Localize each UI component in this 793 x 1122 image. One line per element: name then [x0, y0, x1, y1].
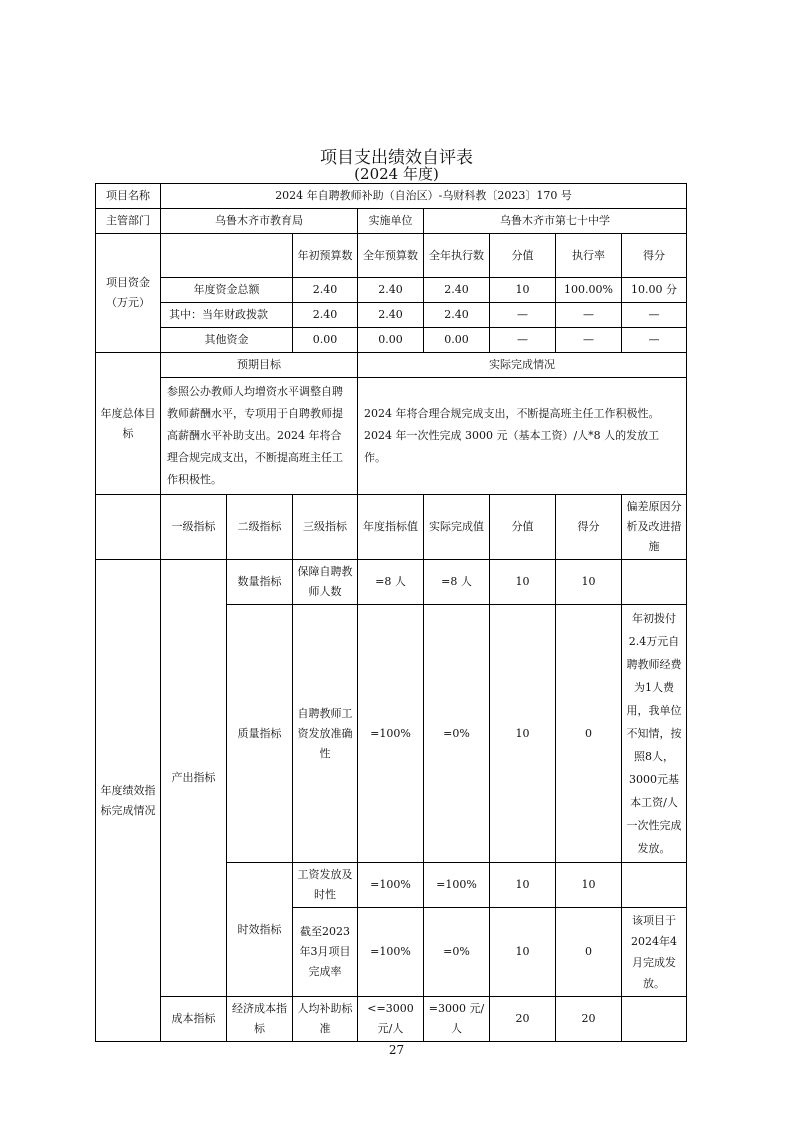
impl-value: 乌鲁木齐市第七十中学: [424, 209, 687, 234]
funds-row-label: 其他资金: [161, 328, 293, 353]
level3-indicator: 自聘教师工资发放准确性: [293, 605, 358, 863]
funds-header: 分值: [490, 234, 556, 278]
deviation-note: [622, 863, 687, 908]
funds-label: 项目资金（万元）: [96, 234, 161, 353]
indicator-header: 得分: [556, 495, 622, 560]
timeliness-indicator-label: 时效指标: [227, 863, 293, 997]
indicator-section-label: 年度绩效指标完成情况: [96, 560, 161, 1042]
level3-indicator: 保障自聘教师人数: [293, 560, 358, 605]
page-subtitle: (2024 年度): [354, 165, 439, 183]
target-value: =100%: [358, 605, 424, 863]
funds-row-label: 其中：当年财政拨款: [161, 303, 293, 328]
funds-cell: 0.00: [358, 328, 424, 353]
impl-label: 实施单位: [358, 209, 424, 234]
level3-indicator: 工资发放及时性: [293, 863, 358, 908]
funds-header: 全年执行数: [424, 234, 490, 278]
expected-goal-header: 预期目标: [161, 353, 358, 378]
funds-cell: 2.40: [358, 278, 424, 303]
page-title: 项目支出绩效自评表: [320, 148, 473, 168]
funds-cell: 10.00 分: [622, 278, 687, 303]
cost-indicator-label: 成本指标: [161, 997, 227, 1042]
actual-value: =0%: [424, 908, 490, 997]
target-value: <=3000 元/人: [358, 997, 424, 1042]
score-value: 10: [490, 863, 556, 908]
level3-indicator: 人均补助标准: [293, 997, 358, 1042]
funds-header: 全年预算数: [358, 234, 424, 278]
indicator-header: 实际完成值: [424, 495, 490, 560]
funds-cell: 0.00: [424, 328, 490, 353]
deviation-note: [622, 997, 687, 1042]
indicator-header: 年度指标值: [358, 495, 424, 560]
funds-cell: 100.00%: [556, 278, 622, 303]
funds-cell: 2.40: [358, 303, 424, 328]
project-name-label: 项目名称: [96, 184, 161, 209]
output-indicator-label: 产出指标: [161, 560, 227, 997]
funds-corner: [161, 234, 293, 278]
target-value: =100%: [358, 863, 424, 908]
score-value: 10: [490, 560, 556, 605]
funds-cell: —: [622, 328, 687, 353]
score: 20: [556, 997, 622, 1042]
score-value: 10: [490, 605, 556, 863]
score: 10: [556, 560, 622, 605]
score-value: 20: [490, 997, 556, 1042]
score-value: 10: [490, 908, 556, 997]
actual-value: =0%: [424, 605, 490, 863]
deviation-note: [622, 560, 687, 605]
target-value: =8 人: [358, 560, 424, 605]
project-name-value: 2024 年自聘教师补助（自治区）-乌财科教〔2023〕170 号: [161, 184, 687, 209]
funds-cell: 0.00: [293, 328, 358, 353]
funds-cell: —: [490, 303, 556, 328]
funds-cell: —: [556, 303, 622, 328]
funds-cell: —: [622, 303, 687, 328]
actual-completion-header: 实际完成情况: [358, 353, 687, 378]
funds-cell: 10: [490, 278, 556, 303]
indicator-header: 偏差原因分析及改进措施: [622, 495, 687, 560]
funds-row-label: 年度资金总额: [161, 278, 293, 303]
level2-indicator: 经济成本指标: [227, 997, 293, 1042]
funds-cell: 2.40: [293, 278, 358, 303]
dept-label: 主管部门: [96, 209, 161, 234]
funds-cell: —: [490, 328, 556, 353]
funds-cell: 2.40: [424, 278, 490, 303]
funds-header: 执行率: [556, 234, 622, 278]
deviation-note: 年初拨付2.4万元自聘教师经费为1人费用，我单位不知情，按照8人，3000元基本工资/人一次性完成发放。: [622, 605, 687, 863]
funds-header: 年初预算数: [293, 234, 358, 278]
level3-indicator: 截至2023年3月项目完成率: [293, 908, 358, 997]
level2-indicator: 数量指标: [227, 560, 293, 605]
actual-completion-text: 2024 年将合理合规完成支出，不断提高班主任工作积极性。2024 年一次性完成 3000 元（基本工资）/人*8 人的发放工作。: [358, 378, 687, 495]
deviation-note: 该项目于2024年4月完成发放。: [622, 908, 687, 997]
funds-cell: —: [556, 328, 622, 353]
actual-value: =100%: [424, 863, 490, 908]
funds-cell: 2.40: [293, 303, 358, 328]
indicator-header: 一级指标: [161, 495, 227, 560]
indicator-header: 分值: [490, 495, 556, 560]
funds-header: 得分: [622, 234, 687, 278]
level2-indicator: 质量指标: [227, 605, 293, 863]
page-number: 27: [388, 1043, 405, 1057]
actual-value: =8 人: [424, 560, 490, 605]
dept-value: 乌鲁木齐市教育局: [161, 209, 358, 234]
indicator-header: 三级指标: [293, 495, 358, 560]
score: 0: [556, 605, 622, 863]
score: 0: [556, 908, 622, 997]
indicator-header: 二级指标: [227, 495, 293, 560]
target-value: =100%: [358, 908, 424, 997]
self-evaluation-table: [95, 183, 687, 1042]
goals-label: 年度总体目标: [96, 353, 161, 495]
score: 10: [556, 863, 622, 908]
indicator-corner: [96, 495, 161, 560]
actual-value: =3000 元/人: [424, 997, 490, 1042]
funds-cell: 2.40: [424, 303, 490, 328]
expected-goal-text: 参照公办教师人均增资水平调整自聘教师薪酬水平，专项用于自聘教师提高薪酬水平补助支出。2024 年将合理合规完成支出，不断提高班主任工作积极性。: [161, 378, 358, 495]
